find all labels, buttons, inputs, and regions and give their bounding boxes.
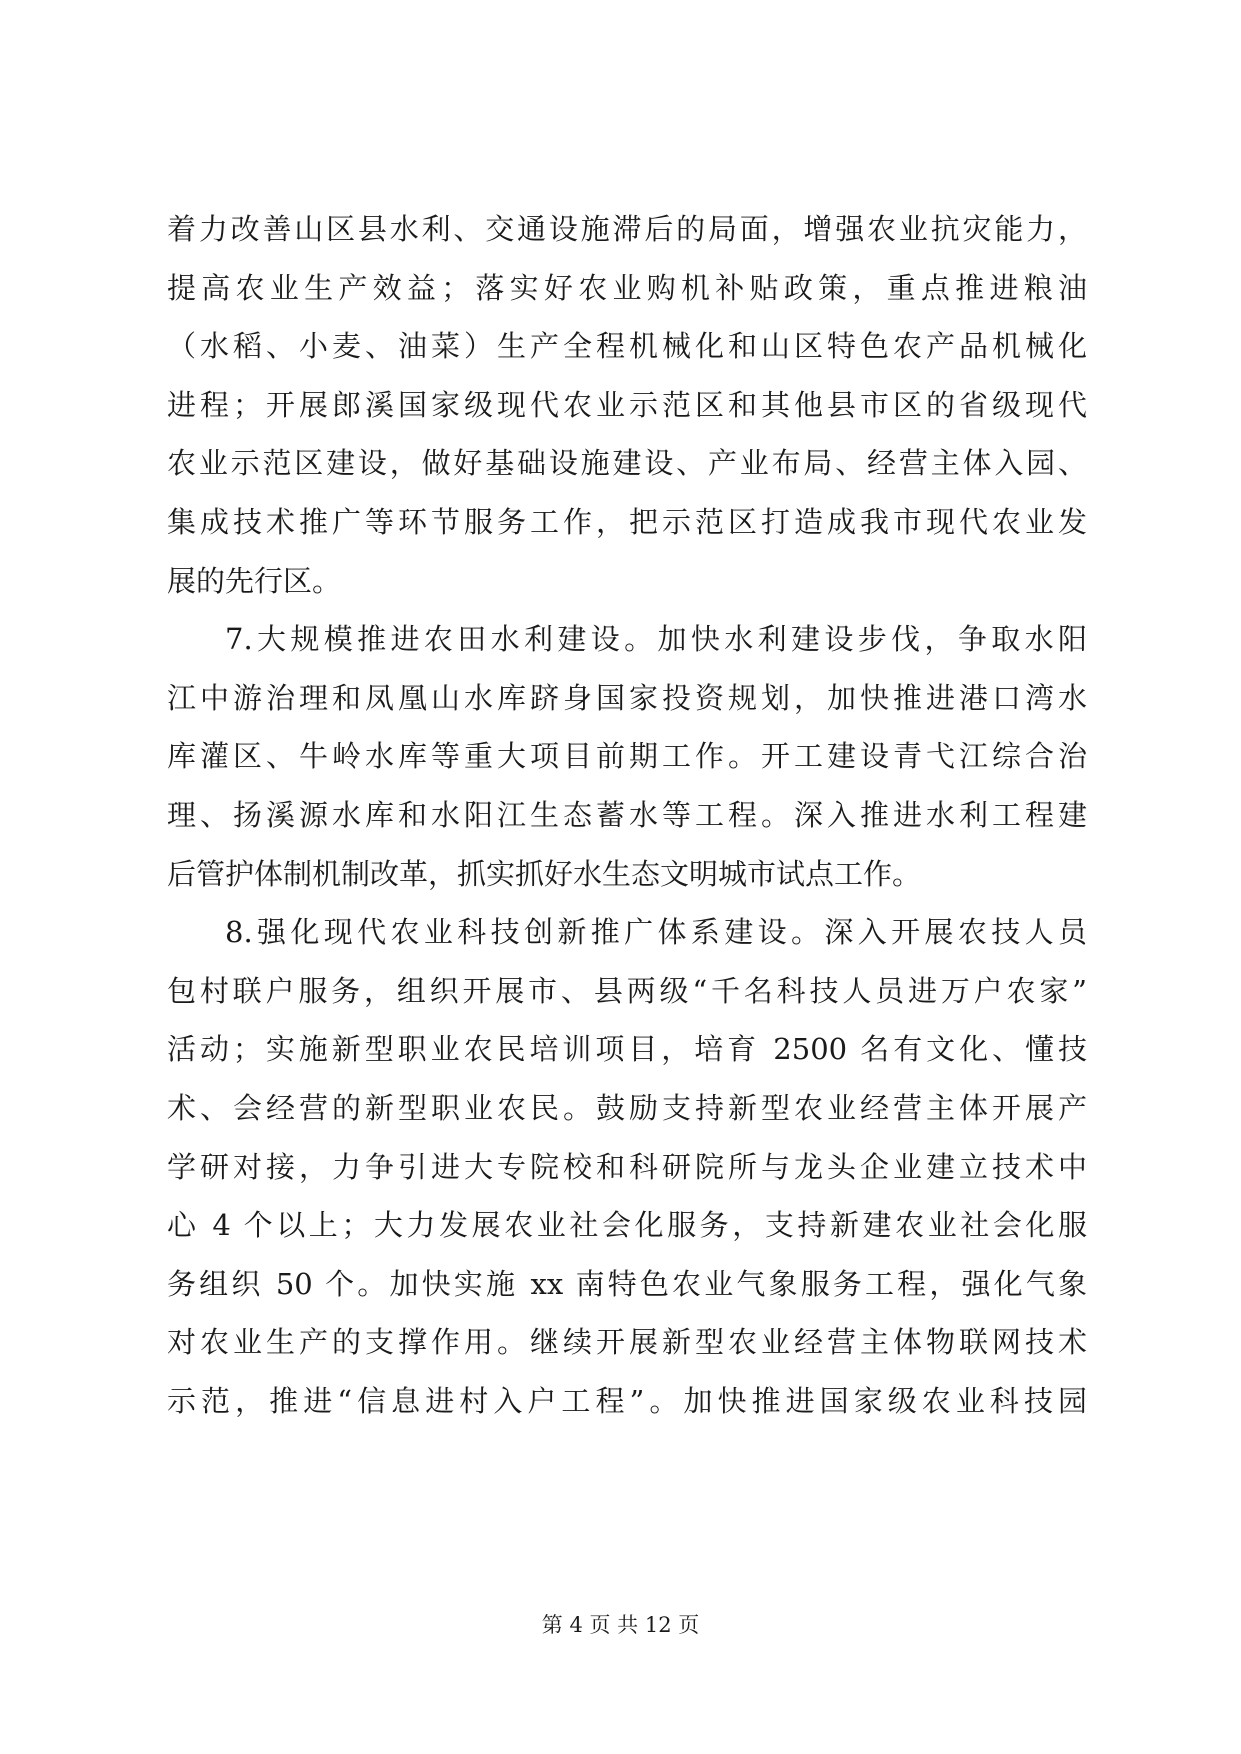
text-line: 学研对接，力争引进大专院校和科研院所与龙头企业建立技术中 <box>167 1149 1087 1184</box>
text-line: 理、扬溪源水库和水阳江生态蓄水等工程。深入推进水利工程建 <box>167 797 1087 832</box>
text-line: 术、会经营的新型职业农民。鼓励支持新型农业经营主体开展产 <box>167 1090 1087 1125</box>
text-line: 心 4 个以上；大力发展农业社会化服务，支持新建农业社会化服 <box>167 1208 1087 1243</box>
text-line: 务组织 50 个。加快实施 xx 南特色农业气象服务工程，强化气象 <box>167 1266 1087 1301</box>
text-line: 进程；开展郎溪国家级现代农业示范区和其他县市区的省级现代 <box>167 387 1087 422</box>
text-line: 对农业生产的支撑作用。继续开展新型农业经营主体物联网技术 <box>167 1325 1087 1360</box>
text-line: 活动；实施新型职业农民培训项目，培育 2500 名有文化、懂技 <box>167 1032 1087 1067</box>
page-footer: 第 4 页 共 12 页 <box>541 1613 700 1637</box>
text-line: 8.强化现代农业科技创新推广体系建设。深入开展农技人员 <box>225 915 1087 950</box>
text-line: （水稻、小麦、油菜）生产全程机械化和山区特色农产品机械化 <box>167 329 1087 364</box>
document-body <box>167 200 1087 1430</box>
text-line: 7.大规模推进农田水利建设。加快水利建设步伐，争取水阳 <box>225 622 1087 657</box>
text-line: 农业示范区建设，做好基础设施建设、产业布局、经营主体入园、 <box>167 446 1087 481</box>
text-line: 示范，推进“信息进村入户工程”。加快推进国家级农业科技园 <box>167 1383 1087 1418</box>
text-line: 包村联户服务，组织开展市、县两级“千名科技人员进万户农家” <box>167 973 1087 1008</box>
text-line: 库灌区、牛岭水库等重大项目前期工作。开工建设青弋江综合治 <box>167 739 1087 774</box>
text-line: 后管护体制机制改革，抓实抓好水生态文明城市试点工作。 <box>167 856 922 891</box>
text-line: 提高农业生产效益；落实好农业购机补贴政策，重点推进粮油 <box>167 270 1087 305</box>
text-line: 集成技术推广等环节服务工作，把示范区打造成我市现代农业发 <box>167 504 1087 539</box>
text-line: 展的先行区。 <box>167 563 342 598</box>
text-line: 江中游治理和凤凰山水库跻身国家投资规划，加快推进港口湾水 <box>167 680 1087 715</box>
text-line: 着力改善山区县水利、交通设施滞后的局面，增强农业抗灾能力， <box>167 212 1087 246</box>
